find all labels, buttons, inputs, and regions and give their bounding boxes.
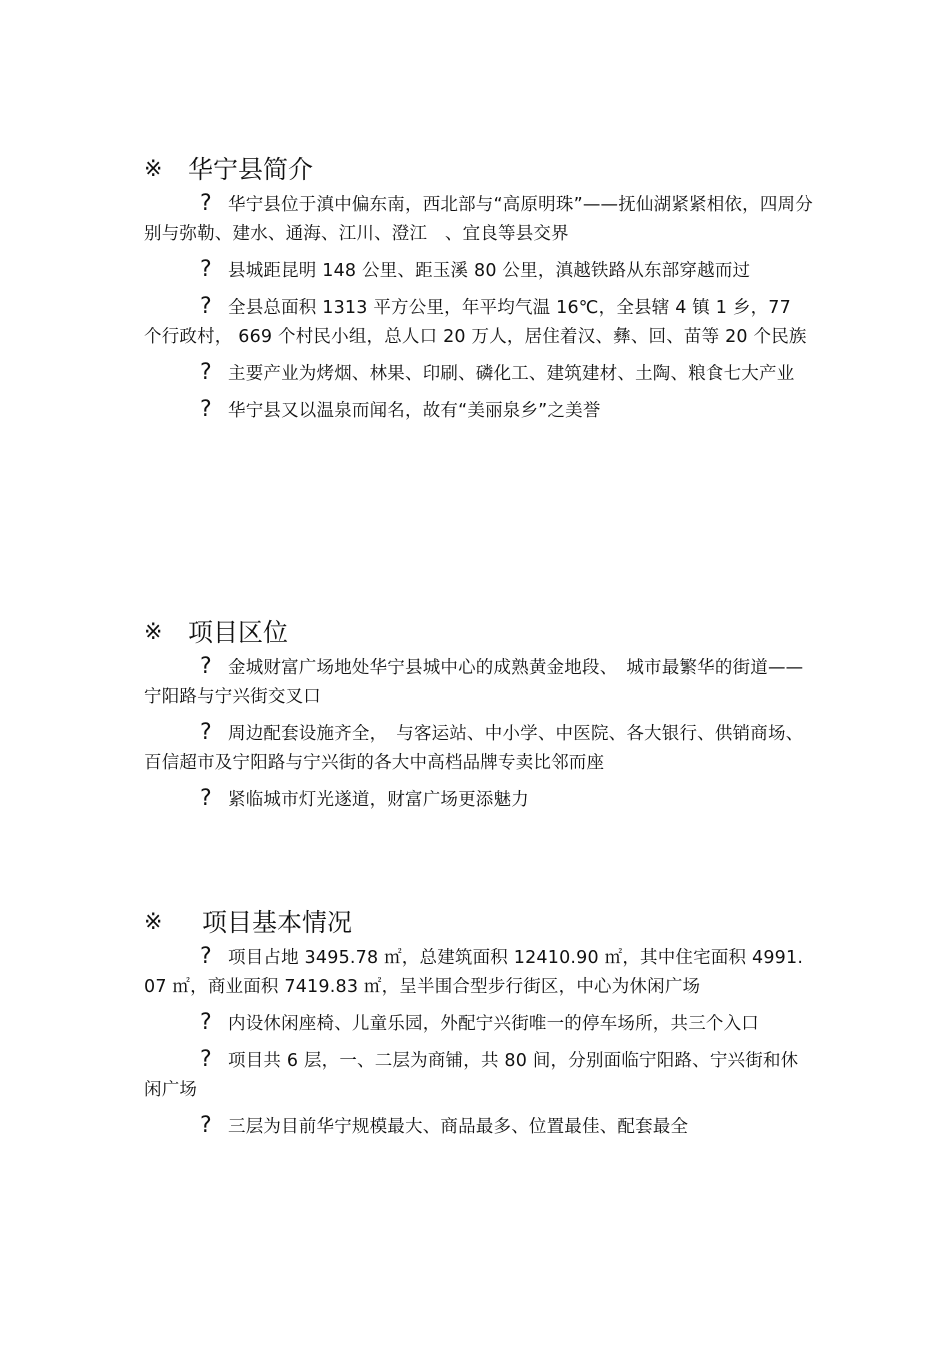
bullet-item [144,397,814,426]
bullet-icon: ? [200,786,212,811]
bullet-item [144,654,814,712]
bullet-item [144,944,814,1002]
section-title: 项目基本情况 [202,908,353,937]
section-location [144,616,814,823]
section-title: 项目区位 [188,618,289,647]
bullet-icon: ? [200,720,212,745]
bullet-text: 周边配套设施齐全， 与客运站、中小学、中医院、各大银行、供销商场、百信超市及宁阳路与宁兴街的各大中高档品牌专卖比邻而座 [144,724,804,773]
section-overview [144,153,814,434]
bullet-icon: ? [200,397,212,422]
bullet-text: 内设休闲座椅、儿童乐园，外配宁兴街唯一的停车场所，共三个入口 [228,1014,759,1034]
bullet-item [144,786,814,815]
reference-mark-icon: ※ [144,620,163,645]
bullet-icon: ? [200,1010,212,1035]
bullet-item [144,720,814,778]
section-heading [144,153,814,187]
bullet-text: 县城距昆明 148 公里、距玉溪 80 公里，滇越铁路从东部穿越而过 [228,261,751,281]
bullet-text: 主要产业为烤烟、林果、印刷、磷化工、建筑建材、土陶、粮食七大产业 [228,364,795,384]
bullet-item [144,1113,814,1142]
section-heading [144,616,814,650]
bullet-text: 全县总面积 1313 平方公里，年平均气温 16℃，全县辖 4 镇 1 乡，77 个行政村， 669 个村民小组，总人口 20 万人，居住着汉、彝、回、苗等 20 个民族 [144,298,807,347]
bullet-text: 华宁县位于滇中偏东南，西北部与“高原明珠”——抚仙湖紧紧相依，四周分别与弥勒、建水、通海、江川、澄江 、宜良等县交界 [144,195,813,244]
bullet-item [144,1010,814,1039]
section-title: 华宁县简介 [188,155,314,184]
bullet-icon: ? [200,1047,212,1072]
bullet-item [144,360,814,389]
section-heading [144,906,814,940]
bullet-icon: ? [200,294,212,319]
bullet-item [144,294,814,352]
reference-mark-icon: ※ [144,910,163,935]
bullet-icon: ? [200,191,212,216]
bullet-text: 紧临城市灯光遂道，财富广场更添魅力 [228,790,529,810]
bullet-text: 金城财富广场地处华宁县城中心的成熟黄金地段、 城市最繁华的街道——宁阳路与宁兴街交叉口 [144,658,804,707]
section-project-basics [144,906,814,1150]
bullet-icon: ? [200,654,212,679]
reference-mark-icon: ※ [144,157,163,182]
bullet-icon: ? [200,257,212,282]
bullet-text: 项目占地 3495.78 ㎡，总建筑面积 12410.90 ㎡，其中住宅面积 4991.07 ㎡，商业面积 7419.83 ㎡，呈半围合型步行街区，中心为休闲广场 [144,948,804,997]
bullet-item [144,1047,814,1105]
bullet-text: 三层为目前华宁规模最大、商品最多、位置最佳、配套最全 [228,1117,689,1137]
bullet-icon: ? [200,1113,212,1138]
bullet-text: 华宁县又以温泉而闻名，故有“美丽泉乡”之美誉 [228,401,601,421]
bullet-text: 项目共 6 层，一、二层为商铺，共 80 间，分别面临宁阳路、宁兴街和休闲广场 [144,1051,799,1100]
bullet-item [144,257,814,286]
bullet-icon: ? [200,944,212,969]
bullet-icon: ? [200,360,212,385]
bullet-item [144,191,814,249]
